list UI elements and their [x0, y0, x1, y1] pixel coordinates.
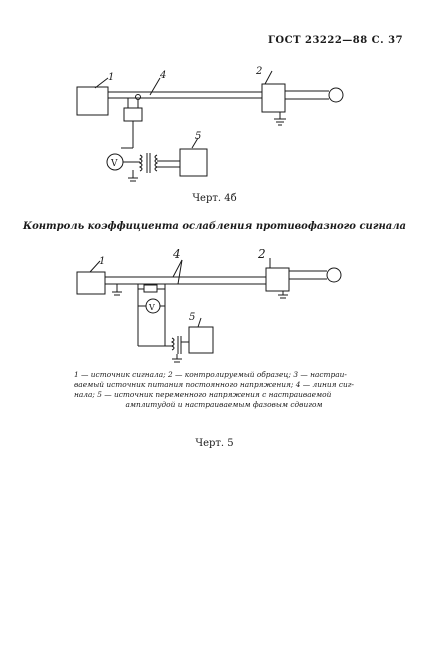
device-under-test-block: [266, 268, 289, 291]
label-4: 4: [160, 70, 167, 81]
label-2: 2: [258, 247, 266, 261]
label-5: 5: [195, 131, 202, 142]
voltmeter-label: V: [149, 303, 155, 312]
output-terminal: [327, 268, 341, 282]
figure-5-legend: [74, 370, 374, 410]
label-1: 1: [99, 256, 106, 267]
transformer-coil: [172, 338, 174, 350]
legend-line-4: амплитудой и настраиваемым фазовым сдвигом: [125, 400, 323, 409]
legend-line-3: нала; 5 — источник переменного напряжения с настраиваемой: [74, 390, 332, 399]
label-1: 1: [108, 72, 115, 83]
legend-line-1: 1 — источник сигнала; 2 — контролируемый образец; 3 — настраи-: [74, 370, 347, 379]
page-header: ГОСТ 23222—88 С. 37: [268, 35, 404, 46]
ac-source-block: [189, 327, 213, 353]
figure-4b-caption: Черт. 4б: [192, 193, 237, 204]
signal-source-block: [77, 272, 105, 294]
legend-line-2: ваемый источник питания постоянного напряжения; 4 — линия сиг-: [74, 380, 354, 389]
figure-5-caption: Черт. 5: [195, 438, 234, 449]
section-heading: Контроль коэффициента ослабления противофазного сигнала: [22, 221, 407, 232]
leader-5: [198, 318, 201, 327]
label-5: 5: [189, 312, 196, 323]
resistor: [144, 285, 157, 292]
label-2: 2: [256, 66, 263, 77]
voltmeter-label: V: [111, 159, 118, 169]
label-4: 4: [173, 247, 181, 261]
